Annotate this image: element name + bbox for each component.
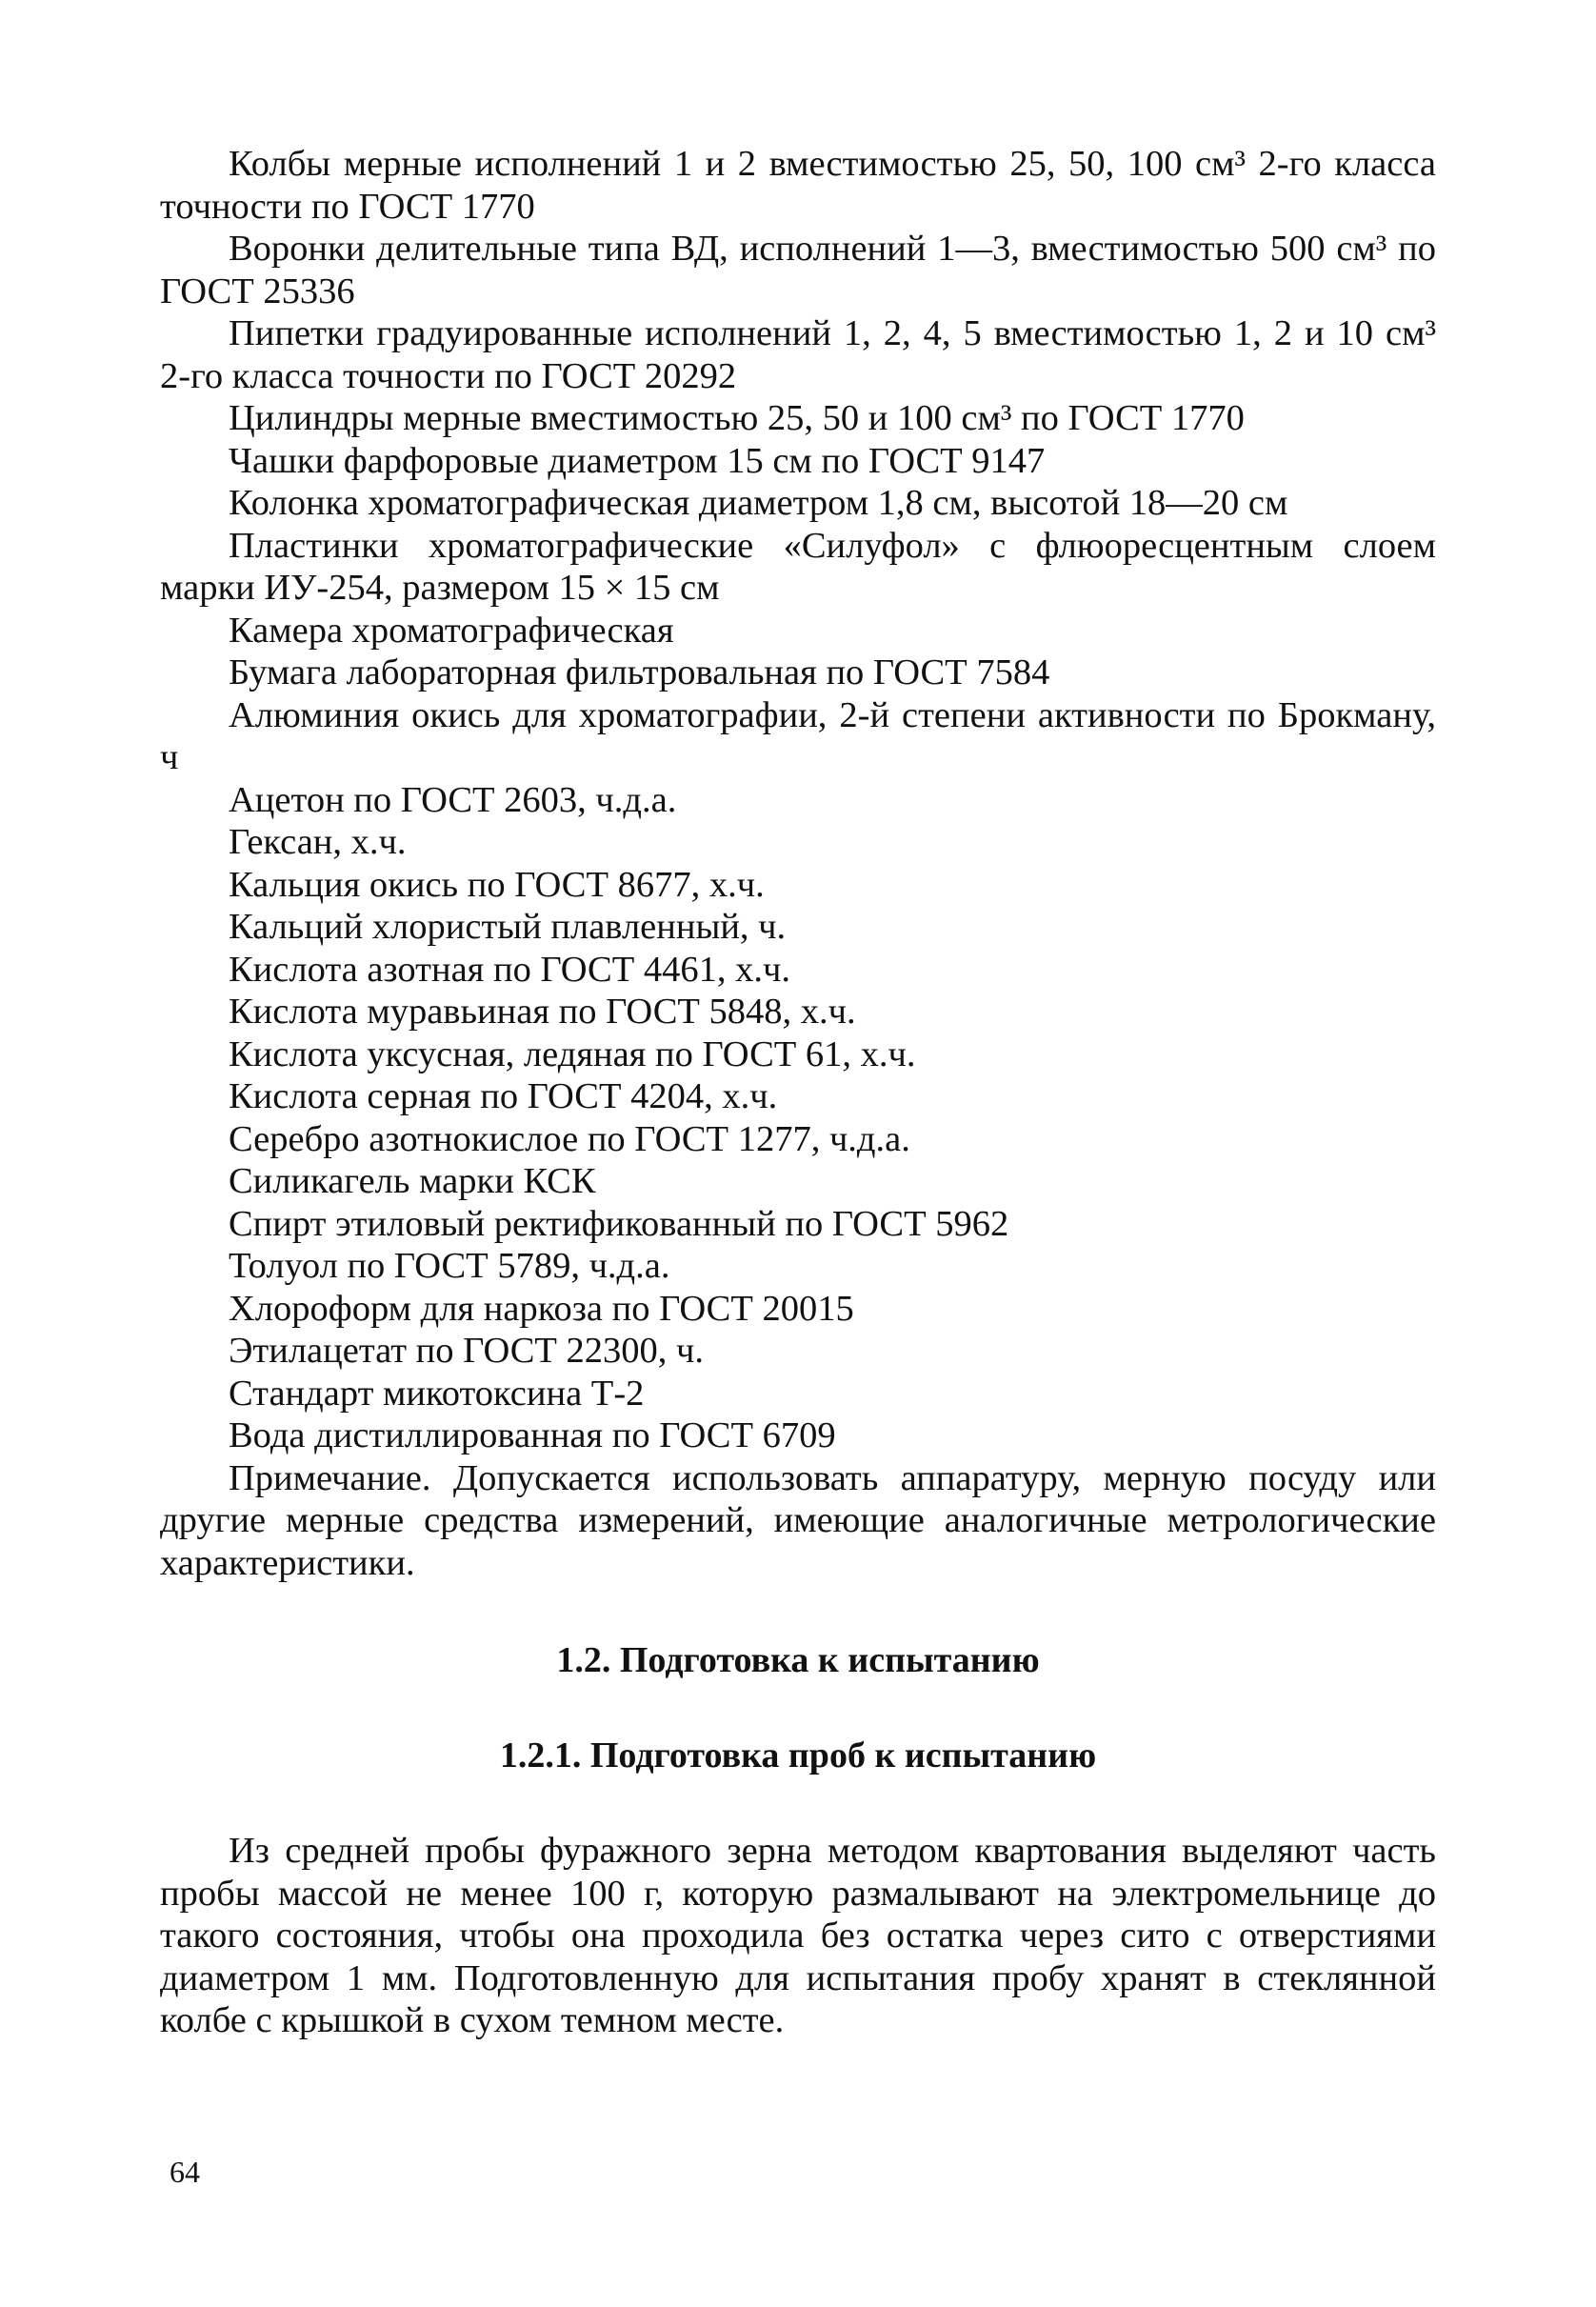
- page-number: 64: [170, 2155, 200, 2189]
- list-item: Стандарт микотоксина Т-2: [229, 1373, 645, 1414]
- list-item: Кальция окись по ГОСТ 8677, х.ч.: [229, 864, 765, 905]
- list-item: Пластинки хроматографические «Силуфол» с флюоресцентным слоем марки ИУ-254, размером 15 × 15 см: [160, 525, 1436, 608]
- list-item: Кислота серная по ГОСТ 4204, х.ч.: [229, 1076, 778, 1116]
- note-paragraph: Примечание. Допускается использовать аппаратуру, мерную посуду или другие мерные средства измерений, имеющие аналогичные метрологические характеристики.: [160, 1457, 1436, 1583]
- list-item: Серебро азотнокислое по ГОСТ 1277, ч.д.а.: [229, 1118, 910, 1159]
- list-item: Вода дистиллированная по ГОСТ 6709: [229, 1415, 836, 1455]
- list-item: Толуол по ГОСТ 5789, ч.д.а.: [229, 1246, 670, 1286]
- list-item: Пипетки градуированные исполнений 1, 2, 4, 5 вместимостью 1, 2 и 10 см³ 2-го класса точности по ГОСТ 20292: [160, 313, 1436, 396]
- list-item: Хлороформ для наркоза по ГОСТ 20015: [229, 1288, 854, 1329]
- list-item: Кислота муравьиная по ГОСТ 5848, х.ч.: [229, 992, 856, 1032]
- section-heading: 1.2. Подготовка к испытанию: [556, 1640, 1040, 1680]
- list-item: Бумага лабораторная фильтровальная по ГОСТ 7584: [229, 652, 1050, 692]
- body-paragraph: Из средней пробы фуражного зерна методом квартования выделяют часть пробы массой не менее 100 г, которую размалывают на электромельнице до такого состояния, чтобы она проходила без остатка через сито с отверстиями диаметром 1 мм. Подготовленную для испытания пробу хранят в стеклянной колбе с крышкой в сухом темном месте.: [160, 1831, 1436, 2040]
- equipment-list: [160, 143, 1436, 1457]
- list-item: Алюминия окись для хроматографии, 2-й степени активности по Брокману, ч: [160, 694, 1436, 777]
- list-item: Силикагель марки КСК: [229, 1161, 596, 1201]
- list-item: Кислота азотная по ГОСТ 4461, х.ч.: [229, 949, 790, 990]
- list-item: Кислота уксусная, ледяная по ГОСТ 61, х.ч.: [229, 1033, 916, 1074]
- list-item: Спирт этиловый ректификованный по ГОСТ 5962: [229, 1203, 1009, 1244]
- subsection-heading: 1.2.1. Подготовка проб к испытанию: [499, 1735, 1097, 1775]
- list-item: Кальций хлористый плавленный, ч.: [229, 907, 787, 947]
- list-item: Воронки делительные типа ВД, исполнений 1—3, вместимостью 500 см³ по ГОСТ 25336: [160, 229, 1436, 311]
- document-page: [160, 143, 1436, 2042]
- list-item: Этилацетат по ГОСТ 22300, ч.: [229, 1331, 705, 1371]
- list-item: Колонка хроматографическая диаметром 1,8 см, высотой 18—20 см: [229, 483, 1288, 523]
- list-item: Гексан, х.ч.: [229, 822, 407, 862]
- list-item: Колбы мерные исполнений 1 и 2 вместимостью 25, 50, 100 см³ 2-го класса точности по ГОСТ 1770: [160, 144, 1436, 227]
- list-item: Ацетон по ГОСТ 2603, ч.д.а.: [229, 779, 677, 820]
- list-item: Камера хроматографическая: [229, 610, 674, 651]
- list-item: Чашки фарфоровые диаметром 15 см по ГОСТ 9147: [229, 440, 1046, 481]
- list-item: Цилиндры мерные вместимостью 25, 50 и 100 см³ по ГОСТ 1770: [229, 398, 1245, 438]
